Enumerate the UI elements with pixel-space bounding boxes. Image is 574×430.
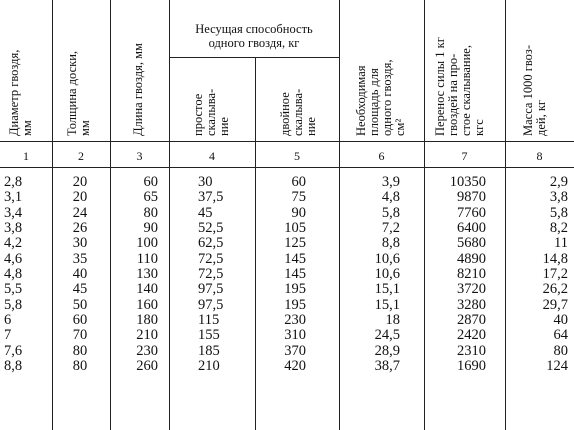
table-cell: 3,4 (4, 204, 23, 221)
table-cell: 52,5 (198, 220, 224, 237)
col-divider (169, 0, 170, 430)
col-divider (110, 0, 111, 430)
table-cell: 17,2 (542, 266, 568, 283)
header-rule (0, 141, 574, 142)
table-cell: 14,8 (542, 250, 568, 267)
table-cell: 65 (143, 189, 158, 206)
table-cell: 160 (136, 296, 158, 313)
table-cell: 145 (284, 250, 306, 267)
table-cell: 2,8 (4, 174, 23, 190)
column-number: 5 (294, 149, 300, 163)
header-single-shear: простое скалыва- ние (191, 88, 231, 136)
table-cell: 140 (136, 281, 158, 298)
table-cell: 155 (198, 327, 220, 344)
header-mass: Масса 1000 гвоз- дей, кг (521, 44, 548, 136)
table-cell: 26,2 (542, 281, 568, 298)
table-cell: 35 (72, 250, 88, 267)
table-cell: 6400 (457, 220, 486, 237)
col-divider (505, 0, 506, 430)
table-cell: 62,5 (198, 235, 224, 252)
column-diameter (4, 175, 48, 374)
column-nail-length (118, 175, 158, 374)
table-cell: 97,5 (198, 296, 224, 313)
table-cell: 195 (284, 281, 306, 298)
table-cell: 310 (284, 327, 306, 344)
table-cell: 3720 (457, 281, 486, 298)
column-number: 3 (136, 149, 143, 163)
header-required-area: Необходимая площадь для одного гвоздя, см² (354, 59, 407, 136)
table-cell: 97,5 (198, 281, 224, 298)
column-force-transfer (430, 175, 486, 374)
table-cell: 8210 (457, 266, 486, 283)
table-cell: 72,5 (198, 250, 224, 267)
table-cell: 20 (72, 189, 88, 206)
number-rule (0, 167, 574, 168)
table-cell: 5,8 (381, 204, 400, 221)
table-cell: 30 (72, 235, 88, 252)
table-cell: 60 (291, 174, 306, 190)
table-cell: 370 (284, 342, 306, 359)
table-cell: 60 (72, 312, 88, 329)
table-cell: 8,2 (549, 220, 568, 237)
table-cell: 18 (385, 312, 400, 329)
table-cell: 5680 (457, 235, 486, 252)
col-divider (52, 0, 53, 430)
table-cell: 105 (284, 220, 306, 237)
table-cell: 5,8 (549, 204, 568, 221)
table-cell: 24 (72, 204, 88, 221)
header-diameter: Диаметр гвоздя, мм (7, 49, 34, 136)
table-cell: 1690 (457, 358, 486, 375)
table-cell: 2870 (457, 312, 486, 329)
column-number: 1 (23, 149, 29, 163)
table-cell: 3,9 (381, 174, 400, 190)
table-cell: 3,1 (4, 189, 23, 206)
table-cell: 4,2 (4, 235, 23, 252)
table-cell: 28,9 (374, 342, 400, 359)
table-cell: 80 (72, 358, 88, 375)
table-cell: 420 (284, 358, 306, 375)
column-number: 6 (378, 149, 385, 163)
table-cell: 75 (291, 189, 306, 206)
table-cell: 7,2 (381, 220, 400, 237)
table-cell: 195 (284, 296, 306, 313)
table-cell: 3,8 (4, 220, 23, 237)
column-number: 8 (536, 149, 543, 163)
table-cell: 72,5 (198, 266, 224, 283)
table-cell: 80 (72, 342, 88, 359)
table-cell: 4890 (457, 250, 486, 267)
table-cell: 130 (136, 266, 158, 283)
col-divider (255, 57, 256, 430)
table-cell: 90 (143, 220, 158, 237)
column-number: 2 (78, 149, 84, 163)
table-cell: 230 (284, 312, 306, 329)
table-cell: 15,1 (374, 281, 400, 298)
table-cell: 8,8 (4, 358, 23, 375)
table-cell: 40 (72, 266, 88, 283)
table-cell: 145 (284, 266, 306, 283)
table-cell: 185 (198, 342, 220, 359)
table-cell: 20 (72, 174, 88, 190)
column-mass (508, 175, 568, 374)
table-cell: 7,6 (4, 342, 23, 359)
table-cell: 210 (198, 358, 220, 375)
table-cell: 50 (72, 296, 88, 313)
column-number: 7 (461, 149, 468, 163)
table-cell: 29,7 (542, 296, 568, 313)
table-cell: 210 (136, 327, 158, 344)
table-cell: 70 (72, 327, 88, 344)
table-cell: 5,8 (4, 296, 23, 313)
table-cell: 24,5 (374, 327, 400, 344)
table-cell: 11 (554, 235, 568, 252)
table-cell: 2420 (457, 327, 486, 344)
table-cell: 15,1 (374, 296, 400, 313)
table-cell: 110 (136, 250, 158, 267)
table-cell: 10,6 (374, 250, 400, 267)
table-cell: 2310 (457, 342, 486, 359)
table-cell: 90 (291, 204, 306, 221)
table-cell: 3,8 (549, 189, 568, 206)
table-cell: 5,5 (4, 281, 23, 298)
column-single-shear (198, 175, 250, 374)
group-header-rule (169, 57, 339, 58)
table-cell: 64 (553, 327, 568, 344)
table-cell: 10,6 (374, 266, 400, 283)
table-cell: 180 (136, 312, 158, 329)
header-nail-length: Длина гвоздя, мм (131, 43, 145, 136)
column-number: 4 (209, 149, 215, 163)
header-force-transfer: Перенос силы 1 кг гвоздей на про- стое скалывание, кгс (433, 37, 486, 136)
table-cell: 38,7 (374, 358, 400, 375)
col-divider (424, 0, 425, 430)
table-cell: 45 (72, 281, 88, 298)
table-cell: 30 (198, 174, 213, 190)
header-bearing-capacity: Несущая способность одного гвоздя, кг (195, 22, 313, 50)
table-cell: 6 (4, 312, 12, 329)
table-cell: 260 (136, 358, 158, 375)
table-cell: 60 (143, 174, 158, 190)
column-required-area (348, 175, 400, 374)
table-cell: 26 (72, 220, 88, 237)
table-cell: 37,5 (198, 189, 224, 206)
table-cell: 80 (143, 204, 158, 221)
table-cell: 124 (546, 358, 568, 375)
table-cell: 7760 (457, 204, 486, 221)
table-cell: 9870 (457, 189, 486, 206)
table-cell: 4,8 (381, 189, 400, 206)
table-cell: 125 (284, 235, 306, 252)
table-cell: 4,6 (4, 250, 23, 267)
table-cell: 230 (136, 342, 158, 359)
column-double-shear (258, 175, 306, 374)
col-divider (339, 0, 340, 430)
table-cell: 3280 (457, 296, 486, 313)
table-cell: 45 (198, 204, 213, 221)
table-cell: 4,8 (4, 266, 23, 283)
table-cell: 2,9 (549, 174, 568, 190)
header-board-thickness: Толщина доски, мм (65, 50, 92, 136)
table-cell: 10350 (449, 174, 486, 190)
table-cell: 100 (136, 235, 158, 252)
header-double-shear: двойное скалыва- ние (278, 88, 318, 136)
table-cell: 80 (553, 342, 568, 359)
table-cell: 8,8 (381, 235, 400, 252)
column-board-thickness (60, 175, 100, 374)
table-cell: 115 (198, 312, 220, 329)
table-cell: 40 (553, 312, 568, 329)
table-cell: 7 (4, 327, 12, 344)
